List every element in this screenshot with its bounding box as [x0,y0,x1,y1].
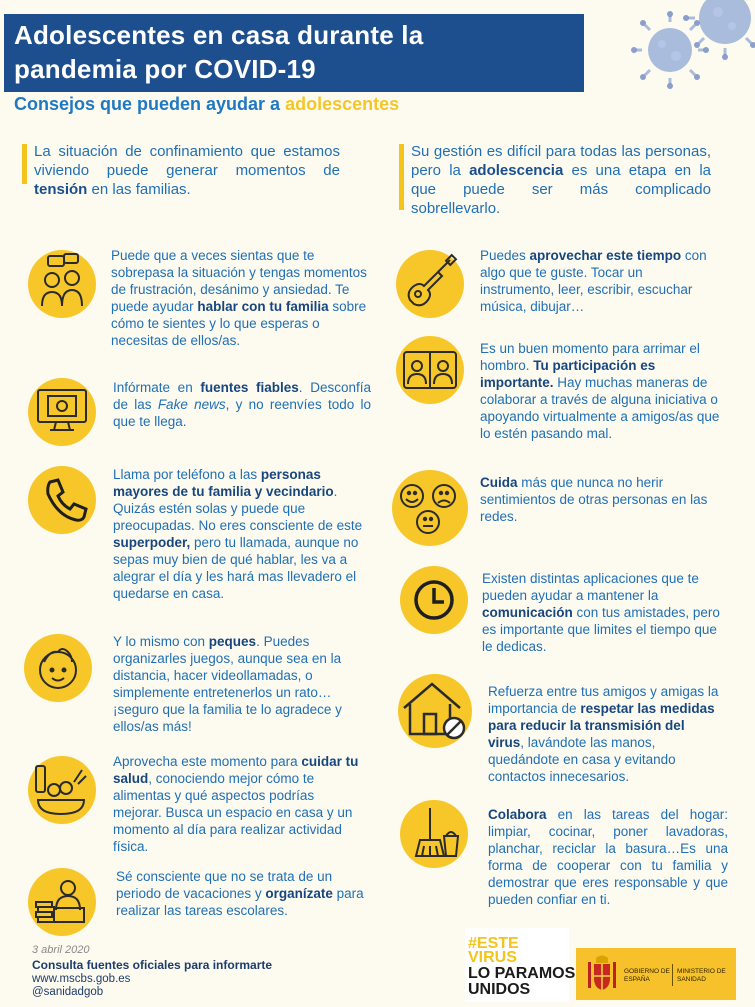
tip-hobby [480,247,716,315]
phone-icon [28,466,96,534]
tip-measures-text: Refuerza entre tus amigos y amigas la importancia de [488,684,719,716]
intro-left-text: La situación de confinamiento que estamos viviendo puede generar momentos de [34,143,340,179]
publication-date: 3 abril 2020 [32,944,90,956]
tip-hobby-bold: aprovechar este tiempo [529,248,682,263]
tip-health [113,753,365,855]
intro-left-accent-bar [22,144,27,184]
coronavirus-illustration [600,0,755,120]
subtitle-main: Consejos que pueden ayudar a [14,94,286,114]
tip-talk-bold: hablar con tu familia [197,299,329,314]
tip-hobby-text: Puedes [480,248,530,263]
cleaning-icon [400,800,468,868]
computer-news-icon [28,378,96,446]
tip-phone-text-end: pero tu llamada, aunque no sepas muy bien de qué hablar, les va a alegrar el día y les hará mas llevadero el quedarse en casa. [113,535,359,601]
tip-news-text-end: , y no reenvíes todo lo que te llega. [113,397,371,429]
campaign-line4: UNIDOS [468,981,531,998]
tip-care-bold: Cuida [480,475,518,490]
tip-care-text: más que nunca no herir sentimientos de otras personas en las redes. [480,475,708,524]
intro-left-text-end: en las familias. [87,181,191,198]
tip-news-text: Infórmate en [113,380,201,395]
subtitle-highlight: adolescentes [285,94,400,114]
video-call-icon [396,336,464,404]
title-banner [4,14,584,92]
intro-left [22,142,340,199]
tip-health-text-end: , conociendo mejor cómo te alimentas y qué aspectos podrías mejorar. Busca un espacio en casa y un momento al día para realizar actividad física. [113,771,353,854]
ministry-label: MINISTERIO DE SANIDAD [677,968,726,983]
tip-health-bold: cuidar tu salud [113,754,359,786]
tip-health-text: Aprovecha este momento para [113,754,302,769]
tip-chores-bold: Colabora [488,807,547,822]
tip-participate-bold: Tu participación es importante. [480,358,656,390]
consult-note: Consulta fuentes oficiales para informarte [32,958,273,972]
tip-call-elderly [113,466,371,602]
tip-kids [113,633,365,735]
campaign-line2: VIRUS [468,949,517,966]
tip-apps-text: Existen distintas aplicaciones que te pueden ayudar a mantener la [482,571,699,603]
tip-kids-text: Y lo mismo con [113,634,209,649]
tip-talk-text-end: sobre cómo te sientes y lo que esperas o necesitas de ellos/as. [111,299,367,348]
footer [32,944,272,998]
tip-participation [480,340,720,442]
tip-chores-text: en las tareas del hogar: limpiar, cocinar, poner lavadoras, planchar, reciclar la basura…Es una forma de cooperar con tu familia y demostrar que eres responsable y que pueden confiar en ti. [488,807,728,907]
tip-study-text: Sé consciente que no se trata de un periodo de vacaciones y [116,869,333,901]
stay-home-virus-icon [398,674,472,748]
tip-phone-text: Llama por teléfono a las [113,467,261,482]
campaign-line1: #ESTE [468,935,519,952]
page-subtitle [14,94,399,115]
tip-measures-bold: respetar las medidas para reducir la transmisión del virus [488,701,715,750]
intro-right-text-end: es una etapa en la que puede ser más complicado sobrellevarlo. [411,162,711,217]
guitar-icon [396,250,464,318]
tip-kids-text-end: . Puedes organizarles juegos, aunque sea en la distancia, hacer videollamadas, o simplemente entretenerlos un rato… ¡seguro que la familia te lo agradece y ellos/as más! [113,634,342,734]
website-link[interactable]: www.mscbs.gob.es [32,973,131,985]
tip-care-feelings [480,474,720,525]
intro-right-accent-bar [399,144,404,210]
tip-study [116,868,374,919]
tip-phone-bold: personas mayores de tu familia y vecindario [113,467,334,499]
clock-icon [400,566,468,634]
page-title-line2: pandemia por COVID-19 [14,54,316,84]
healthy-food-icon [28,756,96,824]
student-books-icon [28,868,96,936]
child-face-icon [24,634,92,702]
tip-participate-text-end: Hay muchas maneras de colaborar a través de alguna iniciativa o apoyando virtualmente a amigos/as que lo estén pasando mal. [480,375,720,441]
page-title-line1: Adolescentes en casa durante la [14,20,424,50]
tip-reliable-sources [113,379,371,430]
tip-talk-family [111,247,367,349]
tip-phone-bold-2: superpoder, [113,535,191,550]
tip-news-italic: Fake news [157,397,226,412]
twitter-handle[interactable]: @sanidadgob [32,986,104,998]
tip-talk-text: Puede que a veces sientas que te sobrepasa la situación y tengas momentos de frustración, desánimo y ansiedad. Te puede ayudar [111,248,367,314]
intro-right-bold: adolescencia [469,162,564,179]
intro-right [399,142,711,218]
tip-safety-measures [488,683,722,785]
tip-measures-text-end: , lavándote las manos, quedándote en casa y evitando contactos innecesarios. [488,735,676,784]
spain-coat-of-arms-icon [586,954,618,994]
tip-apps-bold: comunicación [482,605,573,620]
tip-apps-text-end: con tus amistades, pero es importante que limites el tiempo que le dedicas. [482,605,720,654]
tip-kids-bold: peques [208,634,257,649]
campaign-badge [465,928,576,1002]
government-label: GOBIERNO DE ESPAÑA [624,968,670,983]
tip-study-bold: organízate [265,886,333,901]
campaign-line3: LO PARAMOS [468,965,576,982]
intro-left-bold: tensión [34,181,88,198]
government-logo [576,948,736,1000]
tip-news-text-mid: . Desconfía de las [113,380,371,412]
tip-participate-text: Es un buen momento para arrimar el hombro. [480,341,700,373]
tip-news-bold: fuentes fiables [200,380,299,395]
tip-apps [482,570,720,655]
logo-divider [672,964,673,986]
tip-hobby-text-end: con algo que te guste. Tocar un instrumento, leer, escribir, escuchar música, dibujar… [480,248,707,314]
emotions-faces-icon [392,470,468,546]
tip-phone-text-mid: . Quizás estén solas y puede que preocupadas. No eres consciente de este [113,484,363,533]
family-talk-icon [28,250,96,318]
tip-study-text-end: para realizar las tareas escolares. [116,886,364,918]
intro-right-text: Su gestión es difícil para todas las personas, pero la [411,143,711,179]
tip-chores [488,806,728,908]
